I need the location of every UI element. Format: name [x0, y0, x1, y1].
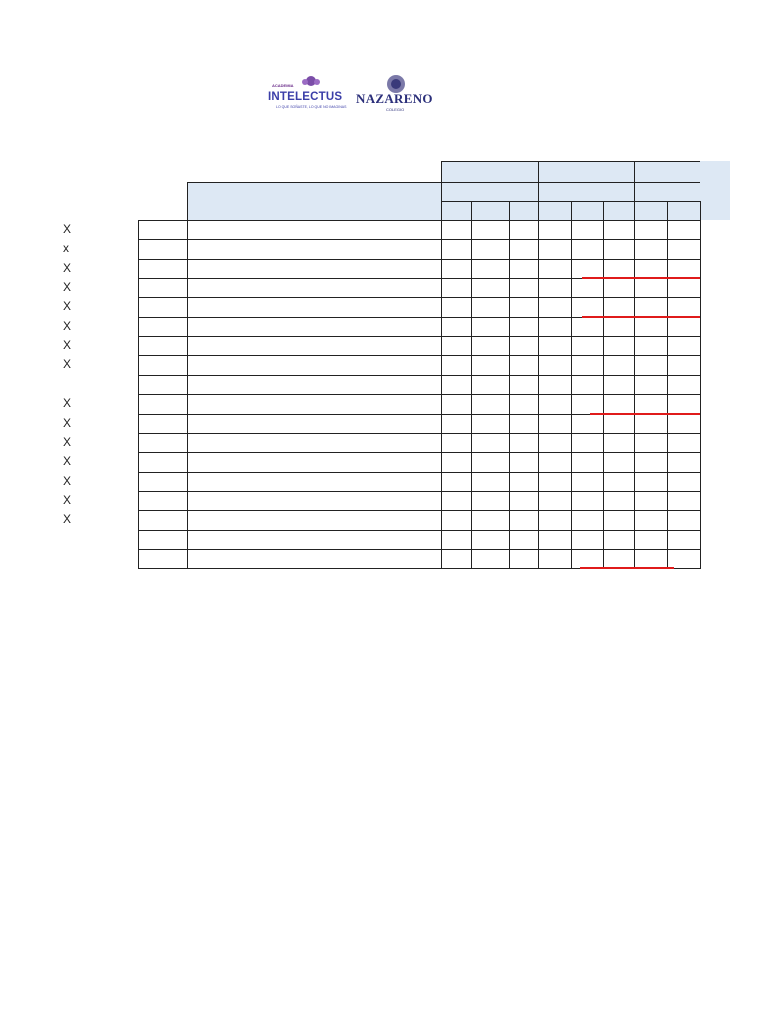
attendance-mark	[603, 375, 634, 394]
student-name	[187, 394, 441, 414]
day-header	[441, 161, 538, 182]
attendance-mark	[571, 394, 603, 414]
attendance-mark	[538, 491, 571, 510]
attendance-mark	[667, 433, 700, 452]
attendance-mark	[538, 452, 571, 472]
attendance-mark	[471, 259, 509, 278]
red-annotation-stroke	[582, 316, 700, 318]
row-x-mark: X	[63, 299, 72, 313]
attendance-mark	[571, 259, 603, 278]
attendance-mark	[571, 491, 603, 510]
attendance-mark	[441, 297, 471, 317]
attendance-mark	[538, 317, 571, 336]
row-number	[138, 317, 187, 336]
attendance-mark	[509, 317, 538, 336]
attendance-mark	[667, 355, 700, 375]
attendance-mark	[571, 510, 603, 530]
attendance-mark	[571, 530, 603, 549]
row-number	[138, 549, 187, 568]
attendance-mark	[634, 414, 667, 433]
attendance-mark	[538, 278, 571, 297]
red-annotation-stroke	[580, 567, 674, 569]
row-x-mark: X	[63, 493, 72, 507]
attendance-mark	[571, 297, 603, 317]
intelectus-tagline: LO QUE SOÑASTE, LO QUE NO IMAGINAS	[276, 105, 347, 109]
attendance-mark	[441, 259, 471, 278]
attendance-mark	[441, 549, 471, 568]
attendance-mark	[603, 414, 634, 433]
attendance-mark	[509, 433, 538, 452]
attendance-mark	[538, 355, 571, 375]
attendance-mark	[509, 549, 538, 568]
attendance-mark	[509, 297, 538, 317]
student-name	[187, 239, 441, 259]
attendance-mark	[603, 259, 634, 278]
attendance-mark	[571, 414, 603, 433]
intelectus-brand: INTELECTUS	[268, 91, 343, 103]
attendance-mark	[471, 549, 509, 568]
student-name	[187, 472, 441, 491]
grid-line	[187, 182, 700, 183]
attendance-mark	[441, 278, 471, 297]
attendance-mark	[471, 355, 509, 375]
attendance-mark	[538, 414, 571, 433]
attendance-mark	[571, 239, 603, 259]
attendance-mark	[634, 549, 667, 568]
school-logos	[268, 74, 438, 116]
attendance-mark	[634, 317, 667, 336]
attendance-mark	[509, 530, 538, 549]
day-header	[634, 161, 700, 182]
row-x-mark: X	[63, 261, 72, 275]
grid-line	[634, 161, 635, 568]
attendance-mark	[538, 433, 571, 452]
nazareno-brand: NAZARENO	[356, 91, 433, 106]
student-name	[187, 530, 441, 549]
grid-line	[138, 452, 701, 453]
attendance-mark	[634, 433, 667, 452]
student-name	[187, 336, 441, 355]
attendance-mark	[667, 452, 700, 472]
student-name	[187, 549, 441, 568]
attendance-mark	[538, 530, 571, 549]
attendance-mark	[667, 297, 700, 317]
attendance-mark	[571, 220, 603, 239]
row-x-mark: x	[63, 241, 69, 255]
subject-header	[538, 201, 571, 220]
attendance-mark	[471, 433, 509, 452]
attendance-mark	[571, 278, 603, 297]
attendance-mark	[634, 530, 667, 549]
attendance-mark	[634, 297, 667, 317]
student-name	[187, 375, 441, 394]
attendance-mark	[667, 530, 700, 549]
student-name	[187, 452, 441, 472]
row-number	[138, 414, 187, 433]
attendance-mark	[538, 297, 571, 317]
attendance-mark	[603, 452, 634, 472]
grid-line	[538, 161, 539, 568]
attendance-mark	[603, 491, 634, 510]
row-x-mark: X	[63, 357, 72, 371]
red-annotation-stroke	[590, 413, 700, 415]
row-x-mark: X	[63, 435, 72, 449]
attendance-mark	[667, 549, 700, 568]
attendance-mark	[471, 510, 509, 530]
attendance-mark	[571, 336, 603, 355]
attendance-mark	[509, 472, 538, 491]
grid-line	[138, 530, 701, 531]
student-name	[187, 317, 441, 336]
nazareno-colegio: COLEGIO	[386, 107, 405, 112]
attendance-mark	[441, 394, 471, 414]
grid-line	[471, 201, 472, 568]
row-number	[138, 297, 187, 317]
student-name	[187, 414, 441, 433]
row-x-mark: X	[63, 416, 72, 430]
attendance-mark	[667, 317, 700, 336]
attendance-mark	[471, 491, 509, 510]
grid-line	[138, 220, 701, 221]
attendance-mark	[634, 220, 667, 239]
attendance-mark	[634, 239, 667, 259]
attendance-mark	[471, 297, 509, 317]
attendance-mark	[603, 239, 634, 259]
row-number	[138, 239, 187, 259]
attendance-mark	[571, 317, 603, 336]
attendance-mark	[603, 433, 634, 452]
attendance-mark	[509, 414, 538, 433]
subject-header	[509, 201, 538, 220]
row-number	[138, 491, 187, 510]
row-number	[138, 375, 187, 394]
attendance-mark	[538, 549, 571, 568]
grid-line	[138, 336, 701, 337]
nazareno-logo	[356, 74, 438, 116]
attendance-mark	[509, 491, 538, 510]
student-name	[187, 259, 441, 278]
row-x-mark: X	[63, 319, 72, 333]
row-x-mark: X	[63, 280, 72, 294]
attendance-mark	[538, 259, 571, 278]
row-x-mark: X	[63, 512, 72, 526]
attendance-mark	[441, 317, 471, 336]
grid-line	[603, 201, 604, 568]
attendance-mark	[441, 472, 471, 491]
attendance-mark	[603, 336, 634, 355]
subject-header	[441, 201, 471, 220]
attendance-mark	[509, 510, 538, 530]
attendance-mark	[634, 336, 667, 355]
attendance-mark	[667, 414, 700, 433]
grid-line	[667, 201, 668, 568]
attendance-mark	[538, 472, 571, 491]
grid-line	[509, 201, 510, 568]
grid-line	[138, 297, 701, 298]
attendance-mark	[603, 530, 634, 549]
attendance-mark	[667, 472, 700, 491]
subject-header	[571, 201, 603, 220]
attendance-mark	[667, 278, 700, 297]
intelectus-academia: ACADEMIA	[272, 83, 294, 88]
attendance-mark	[509, 375, 538, 394]
attendance-mark	[667, 491, 700, 510]
attendance-mark	[538, 220, 571, 239]
attendance-mark	[471, 239, 509, 259]
student-name	[187, 433, 441, 452]
attendance-mark	[603, 472, 634, 491]
attendance-mark	[509, 220, 538, 239]
student-name	[187, 220, 441, 239]
attendance-mark	[538, 375, 571, 394]
attendance-mark	[538, 336, 571, 355]
attendance-mark	[603, 549, 634, 568]
attendance-mark	[603, 394, 634, 414]
grid-line	[138, 491, 701, 492]
attendance-mark	[571, 375, 603, 394]
row-x-mark: X	[63, 454, 72, 468]
subject-header	[603, 201, 634, 220]
attendance-mark	[471, 278, 509, 297]
attendance-mark	[571, 549, 603, 568]
attendance-mark	[471, 472, 509, 491]
attendance-mark	[667, 336, 700, 355]
date-header	[634, 182, 700, 201]
day-header	[538, 161, 634, 182]
attendance-mark	[471, 530, 509, 549]
attendance-mark	[571, 452, 603, 472]
row-x-mark: X	[63, 396, 72, 410]
subject-header	[667, 201, 700, 220]
attendance-mark	[471, 220, 509, 239]
row-number	[138, 278, 187, 297]
attendance-mark	[509, 278, 538, 297]
attendance-mark	[441, 491, 471, 510]
attendance-mark	[634, 355, 667, 375]
grid-line	[138, 549, 701, 550]
grid-line	[441, 161, 700, 162]
attendance-mark	[441, 414, 471, 433]
student-name	[187, 278, 441, 297]
student-name	[187, 297, 441, 317]
date-header	[538, 182, 634, 201]
subject-header	[471, 201, 509, 220]
attendance-mark	[509, 394, 538, 414]
row-number	[138, 355, 187, 375]
attendance-mark	[667, 239, 700, 259]
attendance-mark	[667, 259, 700, 278]
attendance-mark	[571, 472, 603, 491]
attendance-mark	[603, 317, 634, 336]
attendance-mark	[509, 336, 538, 355]
attendance-mark	[634, 278, 667, 297]
grid-line	[138, 375, 701, 376]
row-number	[138, 530, 187, 549]
attendance-mark	[603, 278, 634, 297]
attendance-mark	[441, 510, 471, 530]
row-number	[138, 394, 187, 414]
grid-line	[138, 355, 701, 356]
attendance-mark	[571, 433, 603, 452]
attendance-mark	[667, 510, 700, 530]
attendance-mark	[509, 239, 538, 259]
attendance-mark	[471, 394, 509, 414]
attendance-mark	[634, 491, 667, 510]
grid-line	[138, 433, 701, 434]
row-number	[138, 259, 187, 278]
grid-line	[441, 161, 442, 568]
row-number	[138, 452, 187, 472]
row-number	[138, 336, 187, 355]
student-name	[187, 510, 441, 530]
attendance-mark	[634, 510, 667, 530]
attendance-mark	[509, 259, 538, 278]
grid-line	[138, 239, 701, 240]
attendance-mark	[441, 355, 471, 375]
attendance-mark	[571, 355, 603, 375]
grid-line	[571, 201, 572, 568]
red-annotation-stroke	[582, 277, 700, 279]
attendance-mark	[667, 375, 700, 394]
date-header	[441, 182, 538, 201]
attendance-mark	[471, 375, 509, 394]
attendance-mark	[441, 375, 471, 394]
grid-line	[138, 472, 701, 473]
attendance-mark	[471, 414, 509, 433]
row-x-mark: X	[63, 222, 72, 236]
grid-line	[138, 259, 701, 260]
attendance-mark	[441, 220, 471, 239]
attendance-mark	[603, 355, 634, 375]
grid-line	[138, 510, 701, 511]
attendance-mark	[441, 452, 471, 472]
attendance-mark	[538, 394, 571, 414]
attendance-mark	[538, 239, 571, 259]
row-x-mark: X	[63, 474, 72, 488]
attendance-mark	[441, 239, 471, 259]
attendance-mark	[509, 355, 538, 375]
attendance-mark	[603, 220, 634, 239]
attendance-mark	[441, 336, 471, 355]
attendance-mark	[634, 394, 667, 414]
row-number	[138, 510, 187, 530]
grid-line	[700, 201, 701, 568]
attendance-mark	[603, 510, 634, 530]
attendance-mark	[538, 510, 571, 530]
intelectus-logo	[268, 74, 356, 116]
row-x-mark: X	[63, 338, 72, 352]
attendance-mark	[471, 336, 509, 355]
row-number	[138, 472, 187, 491]
row-number	[138, 220, 187, 239]
attendance-mark	[634, 452, 667, 472]
attendance-mark	[634, 375, 667, 394]
row-number	[138, 433, 187, 452]
student-name	[187, 355, 441, 375]
attendance-mark	[634, 472, 667, 491]
flower-icon	[296, 74, 326, 88]
attendance-mark	[634, 259, 667, 278]
grid-line	[138, 394, 701, 395]
attendance-mark	[471, 452, 509, 472]
name-column-header	[187, 182, 441, 220]
attendance-mark	[441, 530, 471, 549]
attendance-mark	[603, 297, 634, 317]
attendance-mark	[441, 433, 471, 452]
attendance-mark	[667, 394, 700, 414]
subject-header	[634, 201, 667, 220]
attendance-mark	[471, 317, 509, 336]
student-name	[187, 491, 441, 510]
attendance-mark	[509, 452, 538, 472]
attendance-mark	[667, 220, 700, 239]
